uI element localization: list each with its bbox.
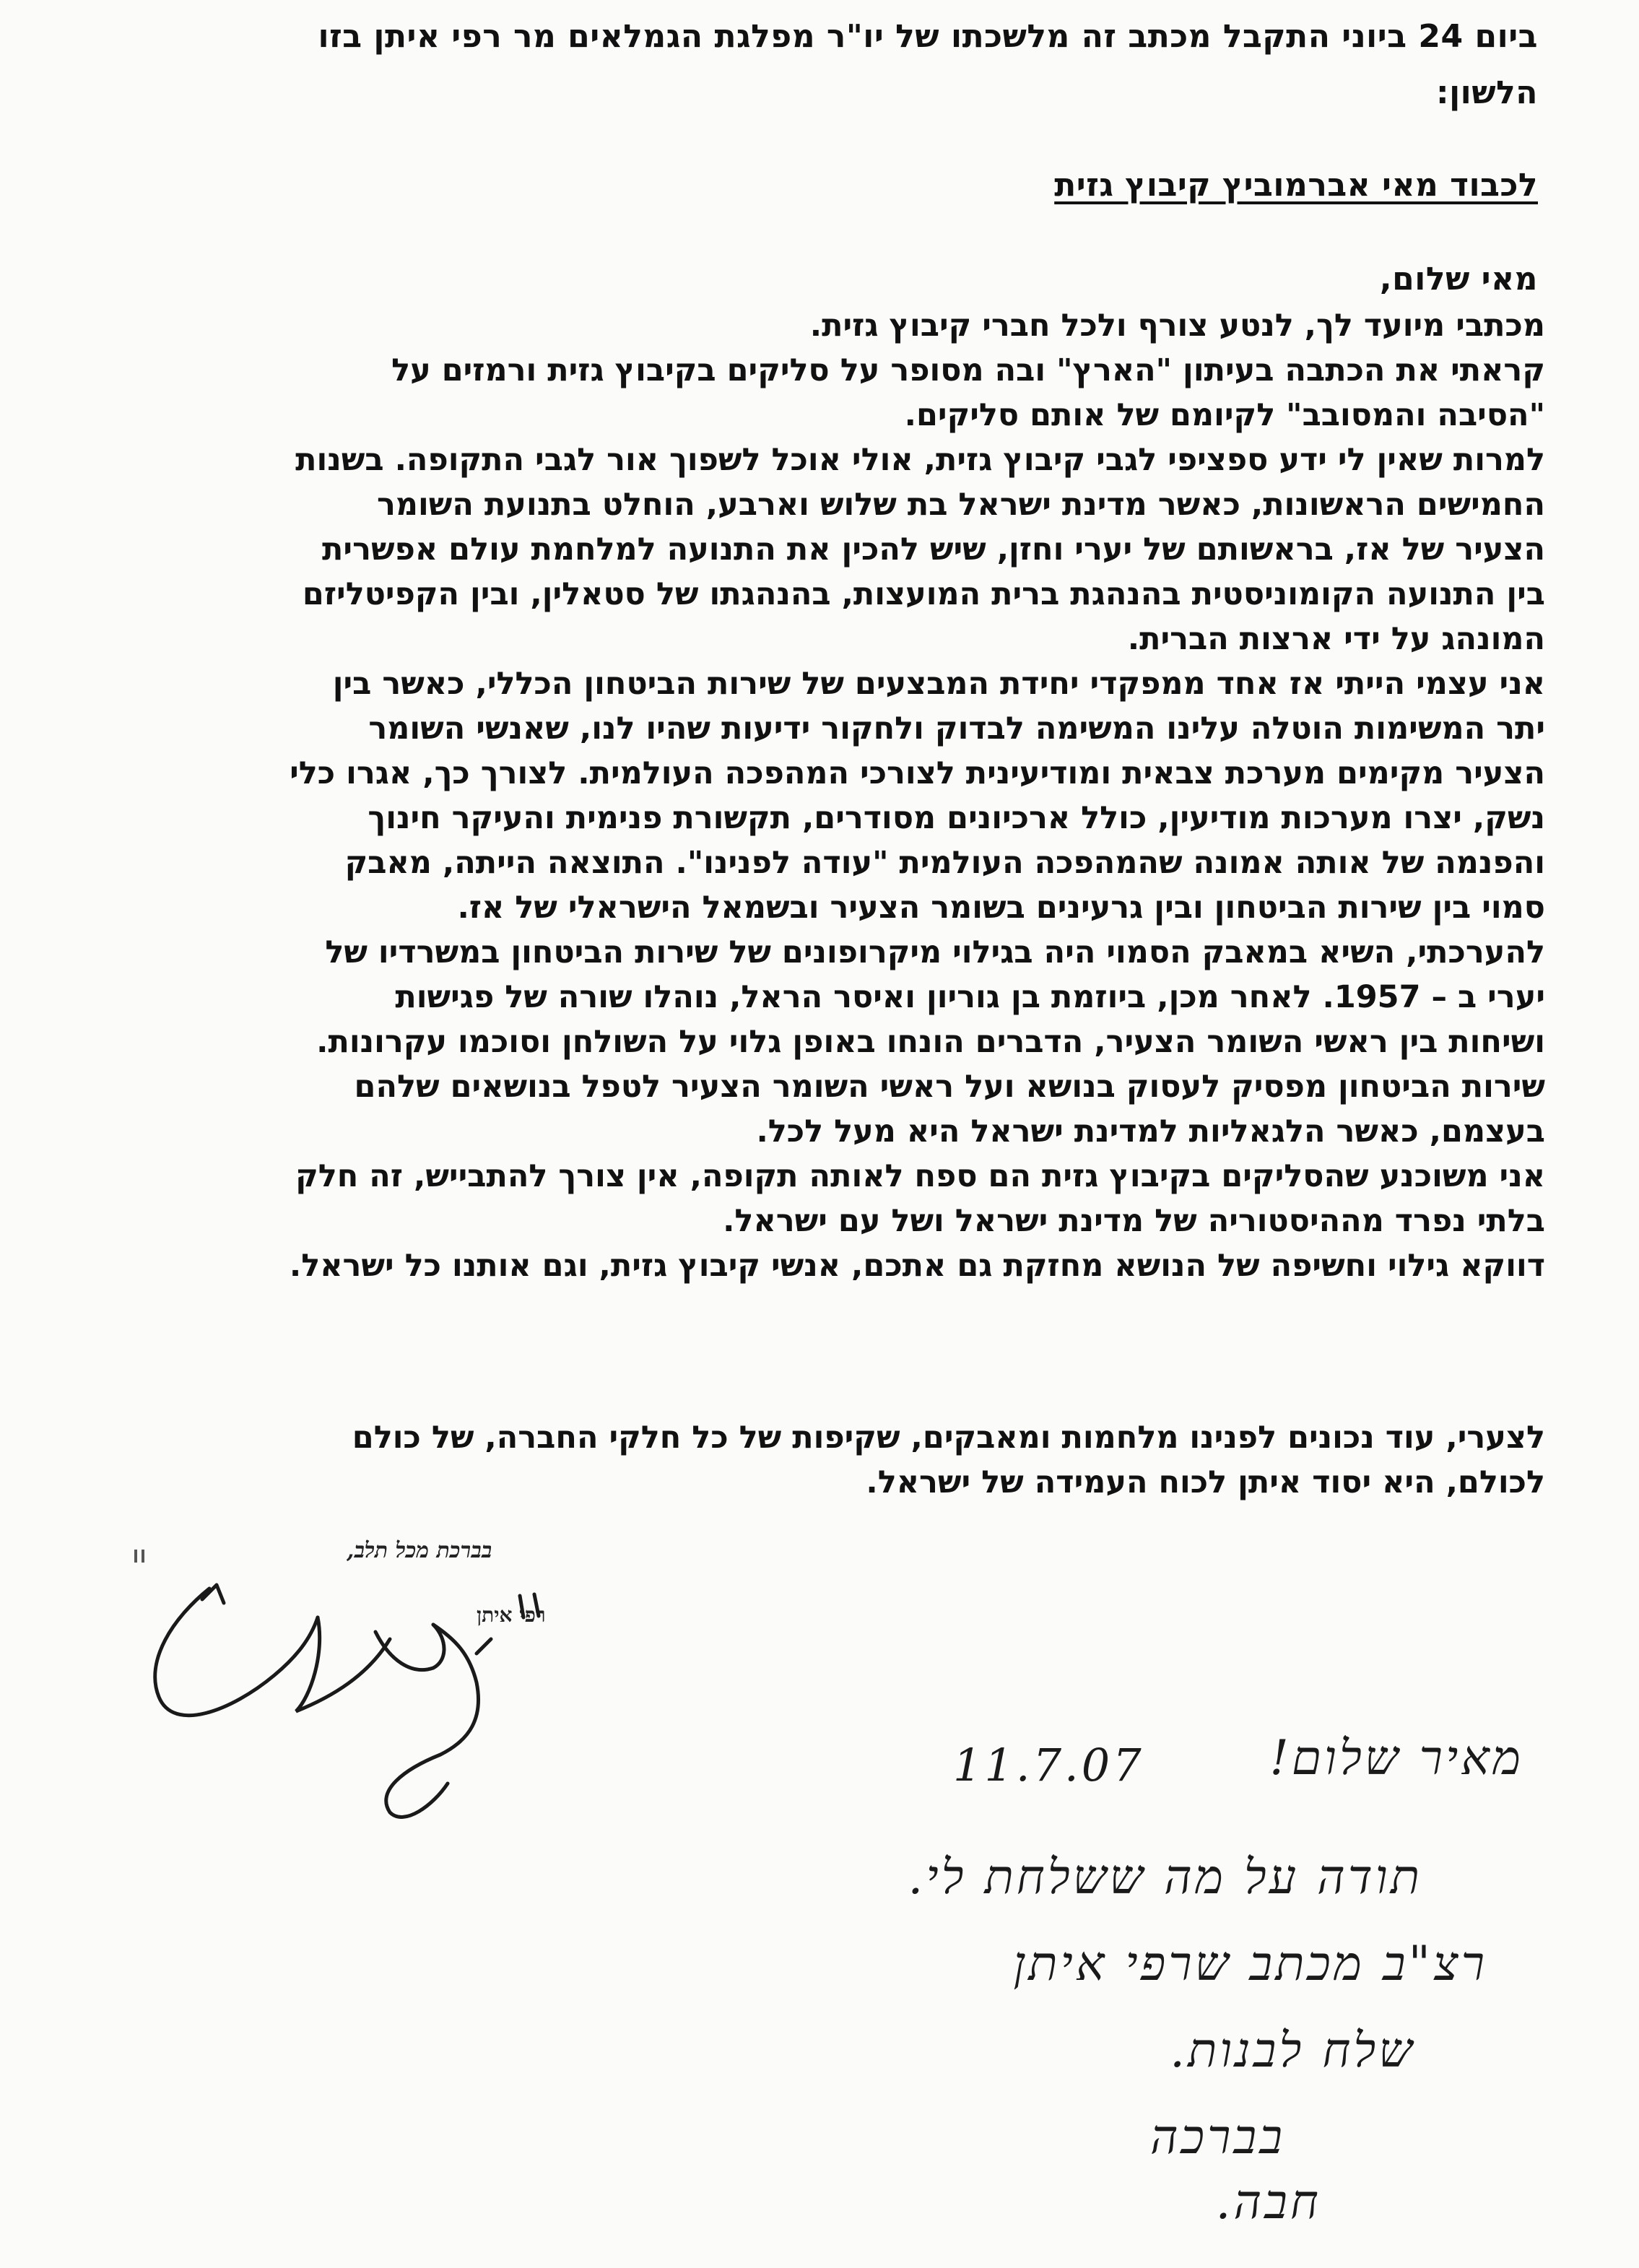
closing-line: לצערי, עוד נכונים לפנינו מלחמות ומאבקים, שקיפות של כל חלקי החברה, של כולם [352,1420,1545,1456]
body-line: קראתי את הכתבה בעיתון "הארץ" ובה מסופר על סליקים בקיבוץ גזית ורמזים על [391,352,1545,388]
greeting-line: מאי שלום, [1379,261,1538,297]
signature-name: רפי איתן [477,1603,546,1627]
body-line: "הסיבה והמסובב" לקיומם של אותם סליקים. [904,397,1545,433]
body-line: אני עצמי הייתי אז אחד ממפקדי יחידת המבצעים של שירות הביטחון הכללי, כאשר בין [332,666,1545,702]
handwritten-line: חבה. [1215,2174,1321,2230]
body-line: מכתבי מיועד לך, לנטע צורף ולכל חברי קיבוץ גזית. [809,308,1545,344]
body-line: המונהג על ידי ארצות הברית. [1127,621,1545,657]
body-line: בעצמם, כאשר הלגאליות למדינת ישראל היא מעל לכל. [756,1113,1545,1150]
handwritten-line: מאיר שלום! [1269,1730,1523,1786]
handwritten-line: תודה על מה ששלחת לי. [908,1849,1422,1905]
body-line: והפנמה של אותה אמונה שהמהפכה העולמית "עודה לפנינו". התוצאה הייתה, מאבק [344,845,1545,881]
body-line: שירות הביטחון מפסיק לעסוק בנושא ועל ראשי השומר הצעיר לטפל בנושאים שלהם [354,1069,1545,1105]
intro-line-2: הלשון: [1435,74,1538,111]
body-line: יערי ב – 1957. לאחר מכן, ביוזמת בן גוריון ואיסר הראל, נוהלו שורה של פגישות [395,979,1545,1015]
body-line: הצעיר מקימים מערכת צבאית ומודיעינית לצורכי המהפכה העולמית. לצורך כך, אגרו כלי [290,755,1545,791]
handwritten-date: 11.7.07 [953,1739,1144,1791]
closing-paragraph [58,1415,1545,1505]
body-line: למרות שאין לי ידע ספציפי לגבי קיבוץ גזית, אולי אוכל לשפוך אור לגבי התקופה. בשנות [295,442,1545,478]
handwritten-line: שלח לבנות. [1170,2022,1415,2078]
handwritten-line: רצ"ב מכתב שרפי איתן [1013,1936,1487,1991]
body-line: בלתי נפרד מההיסטוריה של מדינת ישראל ושל עם ישראל. [723,1203,1545,1239]
signature-block [130,1531,578,1834]
body-line: החמישים הראשונות, כאשר מדינת ישראל בת שלוש וארבע, הוחלט בתנועת השומר [377,487,1545,523]
body-line: אני משוכנע שהסליקים בקיבוץ גזית הם ספח לאותה תקופה, אין צורך להתבייש, זה חלק [295,1158,1545,1194]
letter-body [58,303,1545,1288]
body-line: הצעיר של אז, בראשותם של יערי וחזן, שיש להכין את התנועה למלחמת עולם אפשרית [322,531,1545,568]
handwritten-signature-icon [130,1531,578,1834]
handwritten-line: בברכה [1150,2109,1285,2165]
body-line: נשק, יצרו מערכות מודיעין, כולל ארכיונים מסודרים, תקשורת פנימית והעיקר חינוך [368,800,1545,836]
intro-line-1: ביום 24 ביוני התקבל מכתב זה מלשכתו של יו"ר מפלגת הגמלאים מר רפי איתן בזו [318,18,1538,55]
addressee-line: לכבוד מאי אברמוביץ קיבוץ גזית [1054,167,1538,204]
body-line: דווקא גילוי וחשיפה של הנושא מחזקת גם אתכם, אנשי קיבוץ גזית, וגם אותנו כל ישראל. [289,1248,1545,1284]
body-line: בין התנועה הקומוניסטית בהנהגת ברית המועצות, בהנהגתו של סטאלין, ובין הקפיטליזם [302,576,1545,612]
signature-greeting: בברכת מכל תלב, [347,1538,492,1563]
body-line: סמוי בין שירות הביטחון ובין גרעינים בשומר הצעיר ובשמאל הישראלי של אז. [457,890,1545,926]
closing-line: לכולם, היא יסוד איתן לכוח העמידה של ישראל. [866,1464,1545,1500]
body-line: ושיחות בין ראשי השומר הצעיר, הדברים הונחו באופן גלוי על השולחן וסוכמו עקרונות. [316,1024,1545,1060]
body-line: יתר המשימות הוטלה עלינו המשימה לבדוק ולחקור ידיעות שהיו לנו, שאנשי השומר [368,711,1545,747]
body-line: להערכתי, השיא במאבק הסמוי היה בגילוי מיקרופונים של שירות הביטחון במשרדיו של [325,934,1545,970]
